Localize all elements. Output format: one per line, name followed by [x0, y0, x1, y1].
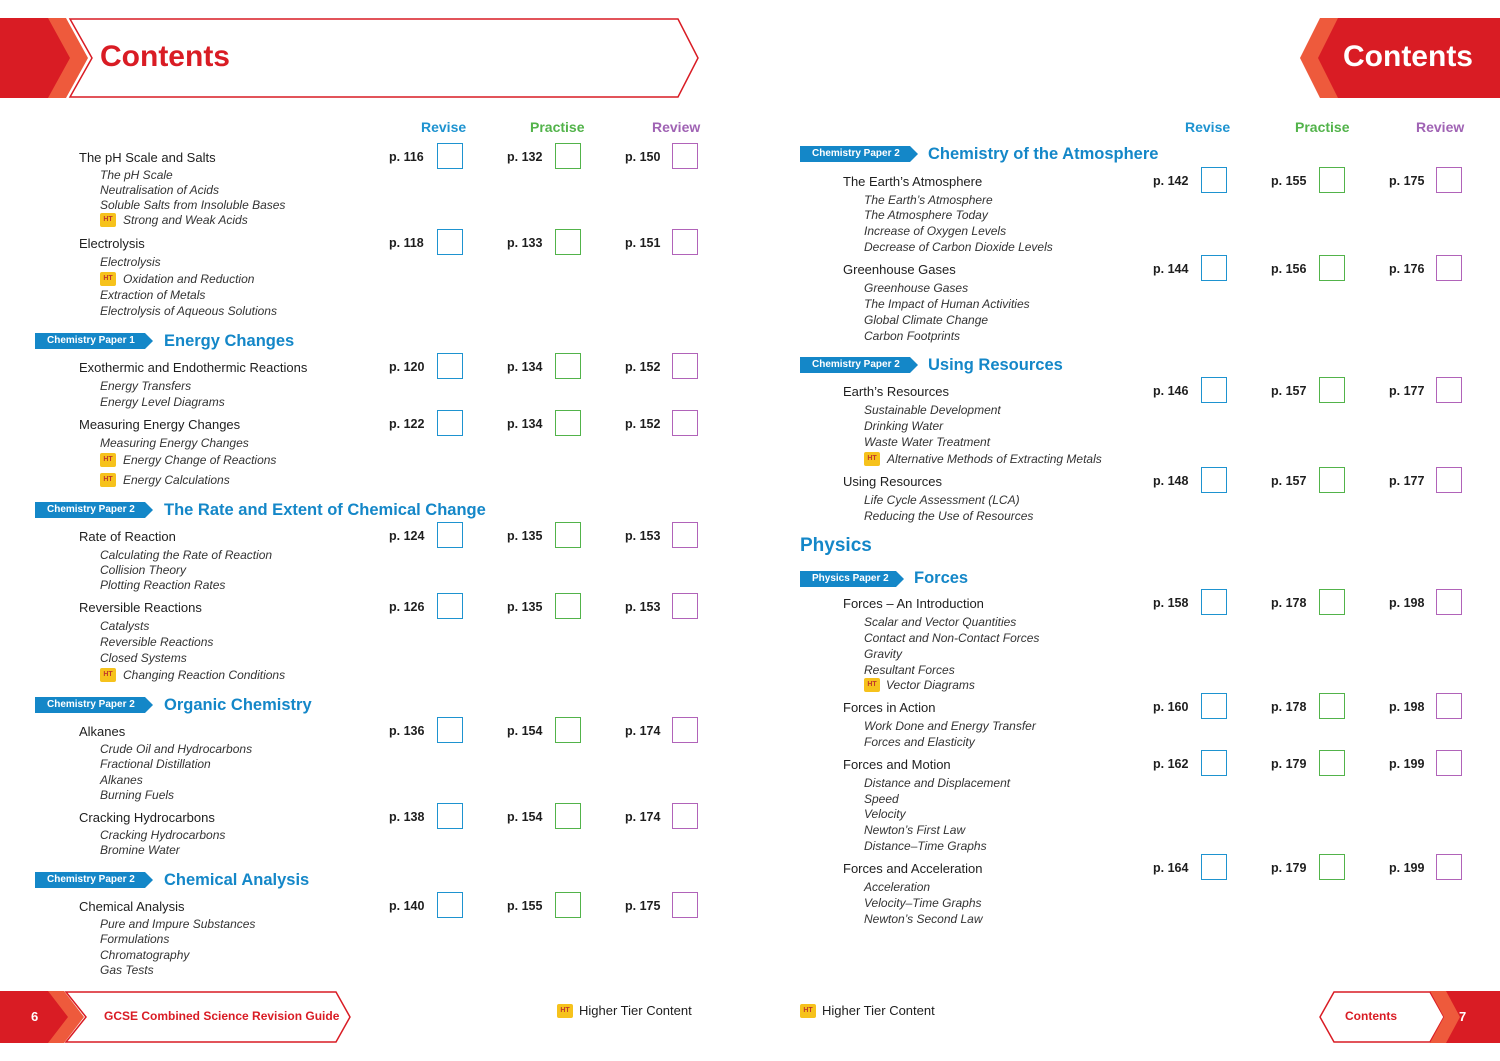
review-checkbox[interactable]	[672, 892, 698, 918]
subtopic-ht: HT Alternative Methods of Extracting Metals	[864, 452, 1102, 467]
subtopic: Decrease of Carbon Dioxide Levels	[864, 240, 1053, 254]
section-title: Organic Chemistry	[164, 696, 312, 714]
subtopic: Gravity	[864, 647, 903, 661]
topic-title: Forces and Acceleration	[843, 861, 983, 876]
subtopic: Bromine Water	[100, 843, 180, 857]
subtopic: Reversible Reactions	[100, 635, 214, 649]
paper-tag: Physics Paper 2	[800, 571, 896, 587]
subtopic-ht: HT Energy Change of Reactions	[100, 453, 276, 468]
practise-page: p. 135	[507, 529, 543, 543]
practise-page: p. 134	[507, 417, 543, 431]
review-page: p. 199	[1389, 757, 1425, 771]
revise-checkbox[interactable]	[1201, 750, 1227, 776]
revise-page: p. 148	[1153, 474, 1189, 488]
paper-tag: Chemistry Paper 2	[800, 357, 910, 373]
revise-checkbox[interactable]	[437, 892, 463, 918]
subtopic: The Atmosphere Today	[864, 208, 988, 222]
subtopic: The Impact of Human Activities	[864, 297, 1030, 311]
revise-checkbox[interactable]	[1201, 693, 1227, 719]
topic-title: Alkanes	[79, 724, 126, 739]
practise-checkbox[interactable]	[1319, 467, 1345, 493]
page-number-left: 6	[31, 1009, 39, 1024]
revise-page: p. 118	[389, 236, 424, 250]
column-heading-review-right: Review	[1416, 119, 1465, 135]
practise-checkbox[interactable]	[555, 803, 581, 829]
column-heading-revise-right: Revise	[1185, 119, 1231, 135]
subtopic: Distance and Displacement	[864, 776, 1011, 790]
subtopic: Velocity	[864, 807, 906, 821]
revise-page: p. 126	[389, 600, 425, 614]
ht-badge-icon: HT	[100, 453, 116, 467]
revise-checkbox[interactable]	[437, 229, 463, 255]
subtopic: The pH Scale	[100, 168, 173, 182]
revise-page: p. 162	[1153, 757, 1189, 771]
subtopic: Pure and Impure Substances	[100, 917, 256, 931]
subtopic: Formulations	[100, 932, 170, 946]
subtopic: Neutralisation of Acids	[100, 183, 219, 197]
review-checkbox[interactable]	[1436, 377, 1462, 403]
practise-checkbox[interactable]	[1319, 589, 1345, 615]
review-checkbox[interactable]	[672, 143, 698, 169]
review-checkbox[interactable]	[1436, 693, 1462, 719]
practise-checkbox[interactable]	[555, 892, 581, 918]
paper-tag: Chemistry Paper 2	[35, 697, 145, 713]
section-title: Forces	[914, 569, 969, 587]
footer-contents-label: Contents	[1345, 1009, 1397, 1023]
revise-page: p. 116	[389, 150, 424, 164]
ht-badge-icon: HT	[100, 272, 116, 286]
review-page: p. 177	[1389, 474, 1425, 488]
subtopic: Energy Level Diagrams	[100, 395, 225, 409]
revise-page: p. 136	[389, 724, 425, 738]
review-checkbox[interactable]	[1436, 167, 1462, 193]
subtopic: Newton’s Second Law	[864, 912, 983, 926]
review-page: p. 152	[625, 360, 661, 374]
practise-checkbox[interactable]	[1319, 377, 1345, 403]
review-checkbox[interactable]	[1436, 589, 1462, 615]
topic-title: Greenhouse Gases	[843, 262, 956, 277]
subtopic: Resultant Forces	[864, 663, 955, 677]
subtopic: Forces and Elasticity	[864, 735, 975, 749]
subtopic: Chromatography	[100, 948, 190, 962]
subtopic: Acceleration	[864, 880, 931, 894]
subtopic: Scalar and Vector Quantities	[864, 615, 1017, 629]
practise-page: p. 155	[1271, 174, 1307, 188]
subtopic: Electrolysis	[100, 255, 161, 269]
subtopic: Crude Oil and Hydrocarbons	[100, 742, 253, 756]
review-page: p. 175	[625, 899, 661, 913]
practise-checkbox[interactable]	[555, 522, 581, 548]
subtopic: Contact and Non-Contact Forces	[864, 631, 1040, 645]
review-checkbox[interactable]	[1436, 255, 1462, 281]
review-page: p. 174	[625, 724, 661, 738]
revise-checkbox[interactable]	[1201, 255, 1227, 281]
ht-badge-icon: HT	[100, 668, 116, 682]
review-page: p. 176	[1389, 262, 1425, 276]
paper-tag: Chemistry Paper 2	[800, 146, 910, 162]
revise-page: p. 164	[1153, 861, 1189, 875]
revise-page: p. 120	[389, 360, 425, 374]
practise-checkbox[interactable]	[555, 353, 581, 379]
practise-checkbox[interactable]	[1319, 750, 1345, 776]
subtopic: Burning Fuels	[100, 788, 175, 802]
column-heading-revise-left: Revise	[421, 119, 467, 135]
ht-badge-icon: HT	[100, 213, 116, 227]
subtopic: Carbon Footprints	[864, 329, 961, 343]
review-page: p. 152	[625, 417, 661, 431]
practise-checkbox[interactable]	[555, 410, 581, 436]
page-title-left: Contents	[100, 40, 230, 73]
practise-page: p. 156	[1271, 262, 1307, 276]
subtopic: Newton’s First Law	[864, 823, 966, 837]
ht-badge-icon: HT	[557, 1004, 573, 1018]
revise-page: p. 158	[1153, 596, 1189, 610]
subtopic: Plotting Reaction Rates	[100, 578, 226, 592]
subtopic: Energy Transfers	[100, 379, 192, 393]
practise-page: p. 178	[1271, 700, 1307, 714]
subtopic-ht: HT Energy Calculations	[100, 473, 230, 488]
revise-checkbox[interactable]	[1201, 377, 1227, 403]
practise-checkbox[interactable]	[555, 593, 581, 619]
ht-legend-right: HT Higher Tier Content	[800, 1003, 935, 1019]
column-heading-review-left: Review	[652, 119, 701, 135]
review-page: p. 151	[625, 236, 661, 250]
paper-tag: Chemistry Paper 2	[35, 502, 145, 518]
revise-page: p. 144	[1153, 262, 1189, 276]
section-title: Chemistry of the Atmosphere	[928, 145, 1159, 163]
section-title: Using Resources	[928, 356, 1063, 374]
revise-page: p. 138	[389, 810, 425, 824]
practise-checkbox[interactable]	[1319, 693, 1345, 719]
topic-title: Forces and Motion	[843, 757, 951, 772]
subtopic: Waste Water Treatment	[864, 435, 991, 449]
ht-badge-icon: HT	[800, 1004, 816, 1018]
subtopic: Reducing the Use of Resources	[864, 509, 1034, 523]
practise-checkbox[interactable]	[1319, 255, 1345, 281]
subtopic: Calculating the Rate of Reaction	[100, 548, 273, 562]
revise-checkbox[interactable]	[437, 143, 463, 169]
paper-tag: Chemistry Paper 2	[35, 872, 145, 888]
review-page: p. 198	[1389, 596, 1425, 610]
practise-checkbox[interactable]	[1319, 854, 1345, 880]
revise-checkbox[interactable]	[1201, 467, 1227, 493]
subtopic-ht: HT Strong and Weak Acids	[100, 213, 248, 228]
practise-page: p. 157	[1271, 384, 1307, 398]
subtopic: Measuring Energy Changes	[100, 436, 249, 450]
review-page: p. 198	[1389, 700, 1425, 714]
revise-checkbox[interactable]	[1201, 854, 1227, 880]
subtopic: Velocity–Time Graphs	[864, 896, 982, 910]
review-page: p. 153	[625, 529, 661, 543]
topic-title: Measuring Energy Changes	[79, 417, 241, 432]
review-checkbox[interactable]	[672, 353, 698, 379]
practise-page: p. 178	[1271, 596, 1307, 610]
revise-checkbox[interactable]	[1201, 589, 1227, 615]
subtopic: Alkanes	[100, 773, 143, 787]
topic-title: Cracking Hydrocarbons	[79, 810, 215, 825]
subtopic: Catalysts	[100, 619, 150, 633]
topic-title: The pH Scale and Salts	[79, 150, 216, 165]
subtopic: Distance–Time Graphs	[864, 839, 987, 853]
page-title-right: Contents	[1343, 40, 1473, 73]
topic-title: The Earth’s Atmosphere	[843, 174, 983, 189]
revise-checkbox[interactable]	[437, 522, 463, 548]
practise-page: p. 154	[507, 810, 543, 824]
topic-title: Electrolysis	[79, 236, 145, 251]
revise-page: p. 146	[1153, 384, 1189, 398]
topic-title: Exothermic and Endothermic Reactions	[79, 360, 308, 375]
subtopic: Cracking Hydrocarbons	[100, 828, 226, 842]
review-page: p. 199	[1389, 861, 1425, 875]
topic-title: Forces – An Introduction	[843, 596, 984, 611]
subtopic: Drinking Water	[864, 419, 944, 433]
topic-title: Forces in Action	[843, 700, 936, 715]
review-page: p. 150	[625, 150, 661, 164]
practise-page: p. 179	[1271, 757, 1307, 771]
review-checkbox[interactable]	[672, 229, 698, 255]
revise-checkbox[interactable]	[1201, 167, 1227, 193]
subtopic: Soluble Salts from Insoluble Bases	[100, 198, 286, 212]
section-title: Energy Changes	[164, 332, 295, 350]
revise-checkbox[interactable]	[437, 717, 463, 743]
topic-title: Using Resources	[843, 474, 942, 489]
subtopic: Collision Theory	[100, 563, 187, 577]
topic-title: Reversible Reactions	[79, 600, 202, 615]
paper-tag: Chemistry Paper 1	[35, 333, 145, 349]
subtopic: Global Climate Change	[864, 313, 989, 327]
review-checkbox[interactable]	[672, 410, 698, 436]
practise-page: p. 133	[507, 236, 543, 250]
revise-page: p. 124	[389, 529, 425, 543]
ht-badge-icon: HT	[864, 452, 880, 466]
subtopic: The Earth’s Atmosphere	[864, 193, 993, 207]
revise-checkbox[interactable]	[437, 410, 463, 436]
subtopic: Life Cycle Assessment (LCA)	[864, 493, 1020, 507]
subtopic-ht: HT Vector Diagrams	[864, 678, 975, 693]
subtopic: Work Done and Energy Transfer	[864, 719, 1036, 733]
practise-page: p. 155	[507, 899, 543, 913]
review-checkbox[interactable]	[672, 593, 698, 619]
subtopic: Sustainable Development	[864, 403, 1001, 417]
review-page: p. 174	[625, 810, 661, 824]
topic-title: Chemical Analysis	[79, 899, 185, 914]
practise-page: p. 154	[507, 724, 543, 738]
practise-checkbox[interactable]	[555, 143, 581, 169]
practise-checkbox[interactable]	[555, 717, 581, 743]
review-page: p. 175	[1389, 174, 1425, 188]
column-heading-practise-right: Practise	[1295, 119, 1350, 135]
subtopic: Electrolysis of Aqueous Solutions	[100, 304, 277, 318]
revise-checkbox[interactable]	[437, 593, 463, 619]
topic-title: Rate of Reaction	[79, 529, 176, 544]
subtopic: Fractional Distillation	[100, 757, 211, 771]
topic-title: Earth’s Resources	[843, 384, 949, 399]
review-checkbox[interactable]	[672, 717, 698, 743]
review-checkbox[interactable]	[672, 803, 698, 829]
ht-badge-icon: HT	[100, 473, 116, 487]
page-number-right: 7	[1459, 1009, 1467, 1024]
ht-badge-icon: HT	[864, 678, 880, 692]
book-title: GCSE Combined Science Revision Guide	[104, 1009, 340, 1023]
subtopic: Closed Systems	[100, 651, 187, 665]
practise-page: p. 135	[507, 600, 543, 614]
ht-legend-left: HT Higher Tier Content	[557, 1003, 692, 1019]
review-checkbox[interactable]	[1436, 854, 1462, 880]
review-checkbox[interactable]	[672, 522, 698, 548]
review-page: p. 177	[1389, 384, 1425, 398]
subtopic: Increase of Oxygen Levels	[864, 224, 1007, 238]
review-page: p. 153	[625, 600, 661, 614]
revise-page: p. 160	[1153, 700, 1189, 714]
practise-page: p. 157	[1271, 474, 1307, 488]
subtopic-ht: HT Changing Reaction Conditions	[100, 668, 285, 683]
subtopic-ht: HT Oxidation and Reduction	[100, 272, 254, 287]
practise-page: p. 179	[1271, 861, 1307, 875]
subtopic: Greenhouse Gases	[864, 281, 969, 295]
review-checkbox[interactable]	[1436, 467, 1462, 493]
subtopic: Speed	[864, 792, 899, 806]
revise-page: p. 142	[1153, 174, 1189, 188]
revise-page: p. 140	[389, 899, 425, 913]
column-heading-practise-left: Practise	[530, 119, 585, 135]
subtopic: Gas Tests	[100, 963, 154, 977]
revise-checkbox[interactable]	[437, 353, 463, 379]
section-title: The Rate and Extent of Chemical Change	[164, 501, 486, 519]
practise-page: p. 132	[507, 150, 543, 164]
practise-checkbox[interactable]	[1319, 167, 1345, 193]
revise-page: p. 122	[389, 417, 425, 431]
review-checkbox[interactable]	[1436, 750, 1462, 776]
subject-heading: Physics	[800, 535, 872, 556]
section-title: Chemical Analysis	[164, 871, 310, 889]
revise-checkbox[interactable]	[437, 803, 463, 829]
practise-page: p. 134	[507, 360, 543, 374]
practise-checkbox[interactable]	[555, 229, 581, 255]
subtopic: Extraction of Metals	[100, 288, 206, 302]
